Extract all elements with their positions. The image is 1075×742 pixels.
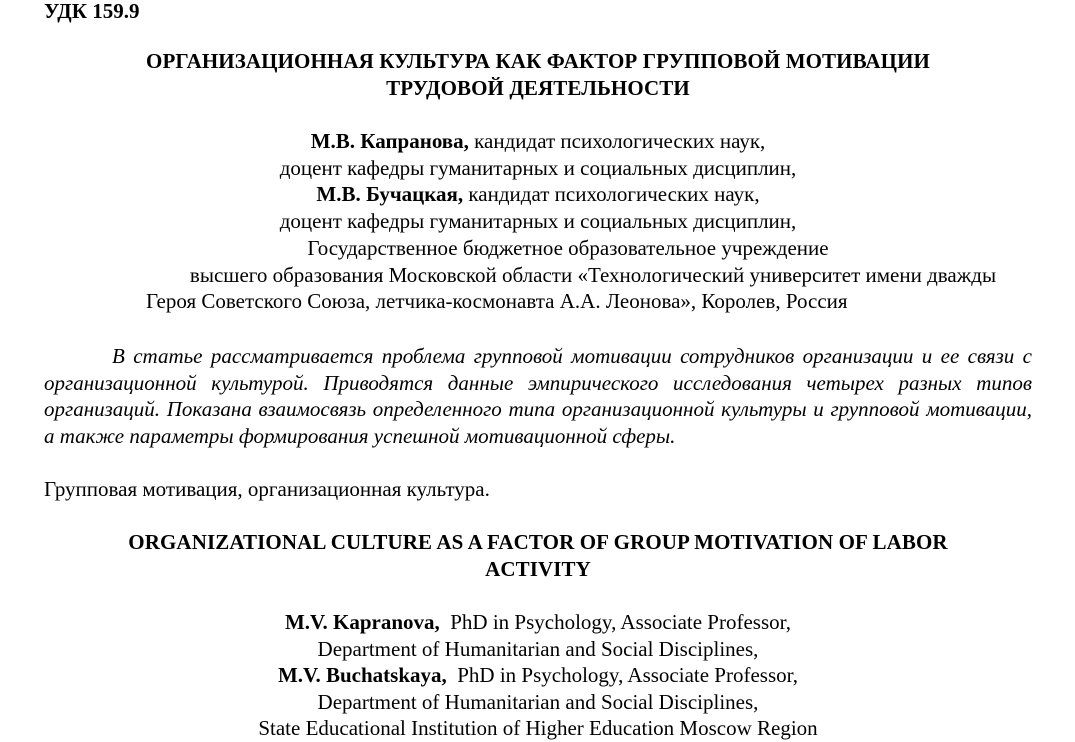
en-author-1-name: M.V. Kapranova, bbox=[284, 610, 440, 634]
ru-authors bbox=[44, 128, 1032, 234]
ru-author-1-degree: кандидат психологических наук, bbox=[468, 129, 766, 153]
ru-title-line-1: ОРГАНИЗАЦИОННАЯ КУЛЬТУРА КАК ФАКТОР ГРУППОВОЙ МОТИВАЦИИ bbox=[146, 49, 930, 73]
ru-title-line-2: ТРУДОВОЙ ДЕЯТЕЛЬНОСТИ bbox=[386, 75, 690, 100]
en-authors bbox=[44, 609, 1032, 742]
ru-author-1-name: М.В. Капранова, bbox=[310, 129, 469, 153]
ru-author-1-position: доцент кафедры гуманитарных и социальных дисциплин, bbox=[279, 155, 797, 180]
ru-author-2 bbox=[44, 181, 1032, 208]
en-title-line-1: ORGANIZATIONAL CULTURE AS A FACTOR OF GROUP MOTIVATION OF LABOR bbox=[128, 530, 948, 554]
ru-author-2-position: доцент кафедры гуманитарных и социальных дисциплин, bbox=[279, 208, 797, 233]
ru-abstract bbox=[44, 343, 1032, 449]
ru-author-1 bbox=[44, 128, 1032, 155]
ru-abstract-text: В статье рассматривается проблема групповой мотивации сотрудников организации и ее связи с организационной культурой. Приводятся данные эмпирического исследования четырех разных типов организаций. Показана взаимосвязь определенного типа организационной культуры и групповой мотивации, а также параметры формирования успешной мотивационной сферы. bbox=[44, 344, 1032, 448]
ru-institution-line-3-text: Героя Советского Союза, летчика-космонавта А.А. Леонова», Королев, Россия bbox=[146, 289, 848, 313]
en-author-1-position: Department of Humanitarian and Social Disciplines, bbox=[317, 636, 759, 661]
ru-keywords: Групповая мотивация, организационная культура. bbox=[44, 477, 490, 501]
en-institution-line-1: State Educational Institution of Higher Education Moscow Region bbox=[258, 716, 818, 740]
ru-title bbox=[44, 48, 1032, 101]
en-author-2 bbox=[44, 662, 1032, 689]
en-author-2-name: M.V. Buchatskaya, bbox=[277, 663, 447, 687]
en-author-2-position: Department of Humanitarian and Social Disciplines, bbox=[317, 689, 759, 714]
en-author-1-degree: PhD in Psychology, Associate Professor, bbox=[439, 610, 792, 634]
ru-institution-line-3 bbox=[44, 288, 1032, 315]
ru-institution-line-2: высшего образования Московской области «Технологический университет имени дважды bbox=[189, 262, 997, 287]
en-author-2-degree: PhD in Psychology, Associate Professor, bbox=[446, 663, 799, 687]
en-title-line-2: ACTIVITY bbox=[485, 556, 591, 581]
udk-code: УДК 159.9 bbox=[44, 0, 140, 23]
en-title bbox=[44, 529, 1032, 582]
en-author-1 bbox=[44, 609, 1032, 636]
ru-author-2-name: М.В. Бучацкая, bbox=[316, 182, 464, 206]
ru-institution-line-1: Государственное бюджетное образовательное учреждение bbox=[307, 236, 829, 260]
ru-institution bbox=[44, 235, 1032, 315]
ru-author-2-degree: кандидат психологических наук, bbox=[463, 182, 760, 206]
